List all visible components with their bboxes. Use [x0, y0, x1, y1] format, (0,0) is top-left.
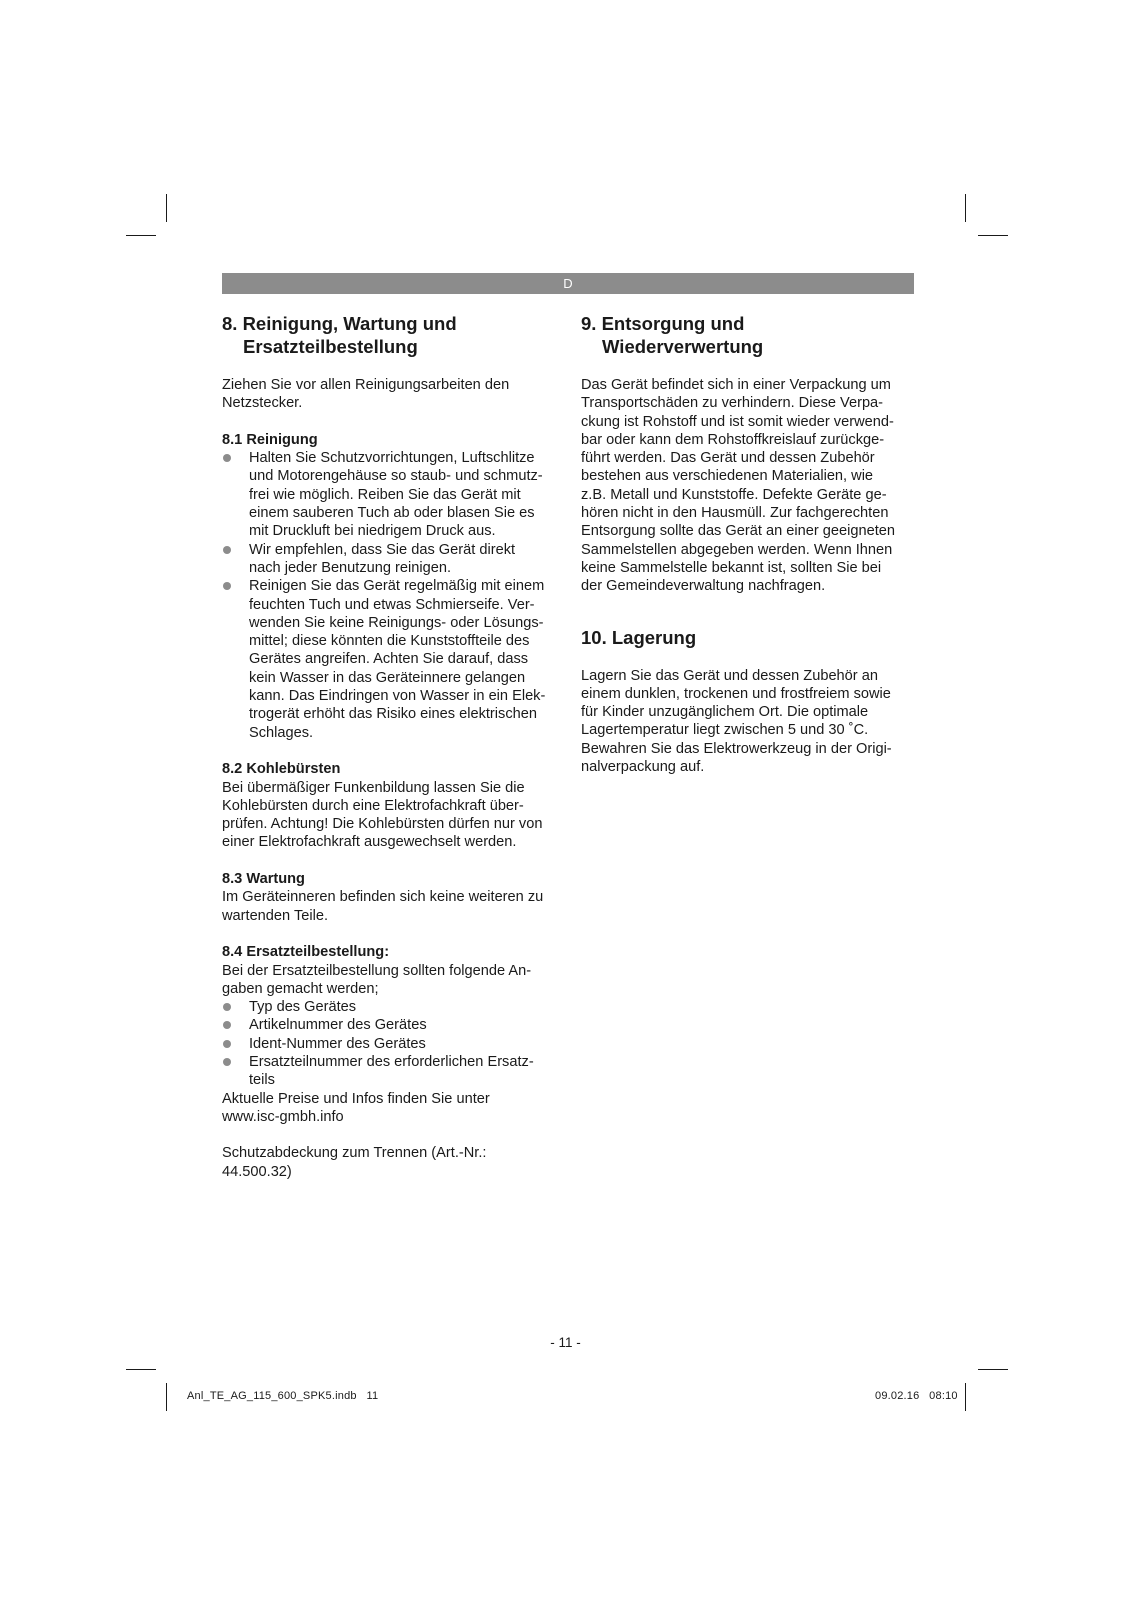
- list-item: [222, 541, 557, 578]
- section-8-3-paragraph: [222, 888, 557, 925]
- paragraph-line: Lagertemperatur liegt zwischen 5 und 30 ˚C.: [581, 722, 869, 739]
- bullet-icon: [223, 582, 231, 590]
- paragraph-line: Kohlebürsten durch eine Elektrofachkraft über-: [222, 797, 524, 814]
- section-8-2-heading: 8.2 Kohlebürsten: [222, 761, 341, 778]
- page-number: - 11 -: [550, 1335, 581, 1350]
- paragraph-line: Bewahren Sie das Elektrowerkzeug in der Origi-: [581, 740, 892, 757]
- list-item-line: Ident-Nummer des Gerätes: [249, 1035, 426, 1052]
- section-8-title: [222, 312, 557, 358]
- bullet-icon: [223, 1058, 231, 1066]
- print-file-info: Anl_TE_AG_115_600_SPK5.indb 11: [187, 1390, 379, 1402]
- paragraph-line: gaben gemacht werden;: [222, 980, 379, 997]
- paragraph-line: Bei der Ersatzteilbestellung sollten folgende An-: [222, 962, 532, 979]
- list-item-line: kein Wasser in das Geräteinnere gelangen: [249, 669, 526, 686]
- paragraph-line: wartenden Teile.: [222, 907, 329, 924]
- list-item-line: nach jeder Benutzung reinigen.: [249, 559, 452, 576]
- crop-mark-bottom-right-horizontal: [978, 1369, 1008, 1370]
- list-item-line: Gerätes angreifen. Achten Sie darauf, dass: [249, 651, 529, 668]
- list-item-line: Artikelnummer des Gerätes: [249, 1017, 427, 1034]
- list-item-line: kann. Das Eindringen von Wasser in ein Elek-: [249, 688, 546, 705]
- intro-line: Ziehen Sie vor allen Reinigungsarbeiten den: [222, 377, 510, 393]
- crop-mark-top-right-horizontal: [978, 235, 1008, 236]
- paragraph-line: ckung ist Rohstoff und ist somit wieder verwend-: [581, 413, 894, 430]
- list-item-line: Halten Sie Schutzvorrichtungen, Luftschlitze: [249, 450, 535, 467]
- section-8-4-outro: [222, 1090, 557, 1127]
- list-item-line: Typ des Gerätes: [249, 999, 357, 1016]
- paragraph-line: Schutzabdeckung zum Trennen (Art.-Nr.:: [222, 1145, 487, 1162]
- paragraph-line: nalverpackung auf.: [581, 759, 705, 776]
- crop-mark-bottom-right-vertical: [965, 1383, 966, 1411]
- section-9-title: [581, 312, 916, 358]
- list-item-line: mittel; diese könnten die Kunststoffteile des: [249, 633, 530, 650]
- paragraph-line: z.B. Metall und Kunststoffe. Defekte Geräte ge-: [581, 486, 887, 503]
- list-item-line: Schlages.: [249, 724, 314, 741]
- paragraph-line: Transportschäden zu verhindern. Diese Verpa-: [581, 395, 884, 412]
- intro-paragraph: [222, 376, 557, 413]
- print-date-time: 09.02.16 08:10: [875, 1390, 958, 1402]
- language-tab-label: D: [563, 276, 573, 291]
- list-item-line: feuchten Tuch und etwas Schmierseife. Ver-: [249, 596, 535, 613]
- crop-mark-top-left-vertical: [166, 194, 167, 222]
- list-item-line: Wir empfehlen, dass Sie das Gerät direkt: [249, 541, 516, 558]
- crop-mark-bottom-left-horizontal: [126, 1369, 156, 1370]
- paragraph-line: 44.500.32): [222, 1163, 292, 1180]
- crop-mark-top-left-horizontal: [126, 235, 156, 236]
- right-column: [581, 312, 916, 776]
- bullet-icon: [223, 1003, 231, 1011]
- crop-mark-top-right-vertical: [965, 194, 966, 222]
- crop-mark-bottom-left-vertical: [166, 1383, 167, 1411]
- section-8-title-line1: 8. Reinigung, Wartung und: [222, 313, 457, 334]
- list-item-line: Ersatzteilnummer des erforderlichen Ersatz-: [249, 1053, 534, 1070]
- bullet-icon: [223, 1021, 231, 1029]
- list-item: [222, 449, 557, 540]
- paragraph-line: Bei übermäßiger Funkenbildung lassen Sie die: [222, 779, 525, 796]
- list-item-line: einem sauberen Tuch ab oder blasen Sie es: [249, 505, 535, 522]
- section-8-2-paragraph: [222, 779, 557, 852]
- section-8-title-line2: Ersatzteilbestellung: [243, 336, 418, 357]
- list-item-line: wenden Sie keine Reinigungs- oder Lösungs-: [249, 614, 544, 631]
- list-item: [222, 1053, 557, 1090]
- paragraph-line: einer Elektrofachkraft ausgewechselt werden.: [222, 834, 517, 851]
- section-10-paragraph: [581, 667, 916, 777]
- paragraph-line: Sammelstellen abgegeben werden. Wenn Ihnen: [581, 541, 893, 558]
- paragraph-line: hören nicht in den Hausmüll. Zur fachgerechten: [581, 505, 889, 522]
- section-9-paragraph: [581, 376, 916, 596]
- language-header-bar: [222, 273, 914, 294]
- bullet-icon: [223, 1040, 231, 1048]
- section-9-title-line2: Wiederverwertung: [602, 336, 764, 357]
- section-8-1-heading: 8.1 Reinigung: [222, 431, 318, 448]
- cover-note: [222, 1144, 557, 1181]
- section-8-3-heading: 8.3 Wartung: [222, 871, 305, 888]
- list-item-line: trogerät erhöht das Risiko eines elektrischen: [249, 706, 537, 723]
- list-item-line: teils: [249, 1072, 275, 1089]
- paragraph-line: keine Sammelstelle bekannt ist, sollten Sie bei: [581, 559, 882, 576]
- intro-line: Netzstecker.: [222, 395, 303, 412]
- paragraph-line: Lagern Sie das Gerät und dessen Zubehör an: [581, 667, 878, 684]
- list-item: [222, 577, 557, 742]
- list-item: [222, 1035, 557, 1053]
- list-item: [222, 1016, 557, 1034]
- bullet-icon: [223, 546, 231, 554]
- cleaning-bullet-list: [222, 449, 557, 742]
- paragraph-line: prüfen. Achtung! Die Kohlebürsten dürfen nur von: [222, 816, 543, 833]
- paragraph-line: einem dunklen, trockenen und frostfreiem sowie: [581, 685, 891, 702]
- list-item-line: frei wie möglich. Reiben Sie das Gerät mit: [249, 486, 521, 503]
- paragraph-line: der Gemeindeverwaltung nachfragen.: [581, 578, 826, 595]
- left-column: [222, 312, 557, 1181]
- section-8-4-intro: [222, 962, 557, 999]
- paragraph-line: führt werden. Das Gerät und dessen Zubehör: [581, 450, 875, 467]
- paragraph-line: Im Geräteinneren befinden sich keine weiteren zu: [222, 889, 544, 906]
- paragraph-line: Das Gerät befindet sich in einer Verpackung um: [581, 377, 891, 393]
- section-10-title: 10. Lagerung: [581, 626, 697, 648]
- paragraph-line: bar oder kann dem Rohstoffkreislauf zurückge-: [581, 431, 885, 448]
- section-8-4-heading: 8.4 Ersatzteilbestellung:: [222, 944, 390, 961]
- list-item: [222, 998, 557, 1016]
- spare-part-bullet-list: [222, 998, 557, 1089]
- list-item-line: und Motorengehäuse so staub- und schmutz-: [249, 468, 543, 485]
- section-9-title-line1: 9. Entsorgung und: [581, 313, 745, 334]
- list-item-line: Reinigen Sie das Gerät regelmäßig mit einem: [249, 578, 545, 595]
- paragraph-line: bestehen aus verschiedenen Materialien, wie: [581, 468, 874, 485]
- paragraph-line: für Kinder unzugänglichem Ort. Die optimale: [581, 704, 869, 721]
- paragraph-line: Entsorgung sollte das Gerät an einer geeigneten: [581, 523, 895, 540]
- website-link[interactable]: www.isc-gmbh.info: [222, 1108, 344, 1125]
- paragraph-line: Aktuelle Preise und Infos finden Sie unter: [222, 1090, 490, 1107]
- list-item-line: mit Druckluft bei niedrigem Druck aus.: [249, 523, 496, 540]
- bullet-icon: [223, 454, 231, 462]
